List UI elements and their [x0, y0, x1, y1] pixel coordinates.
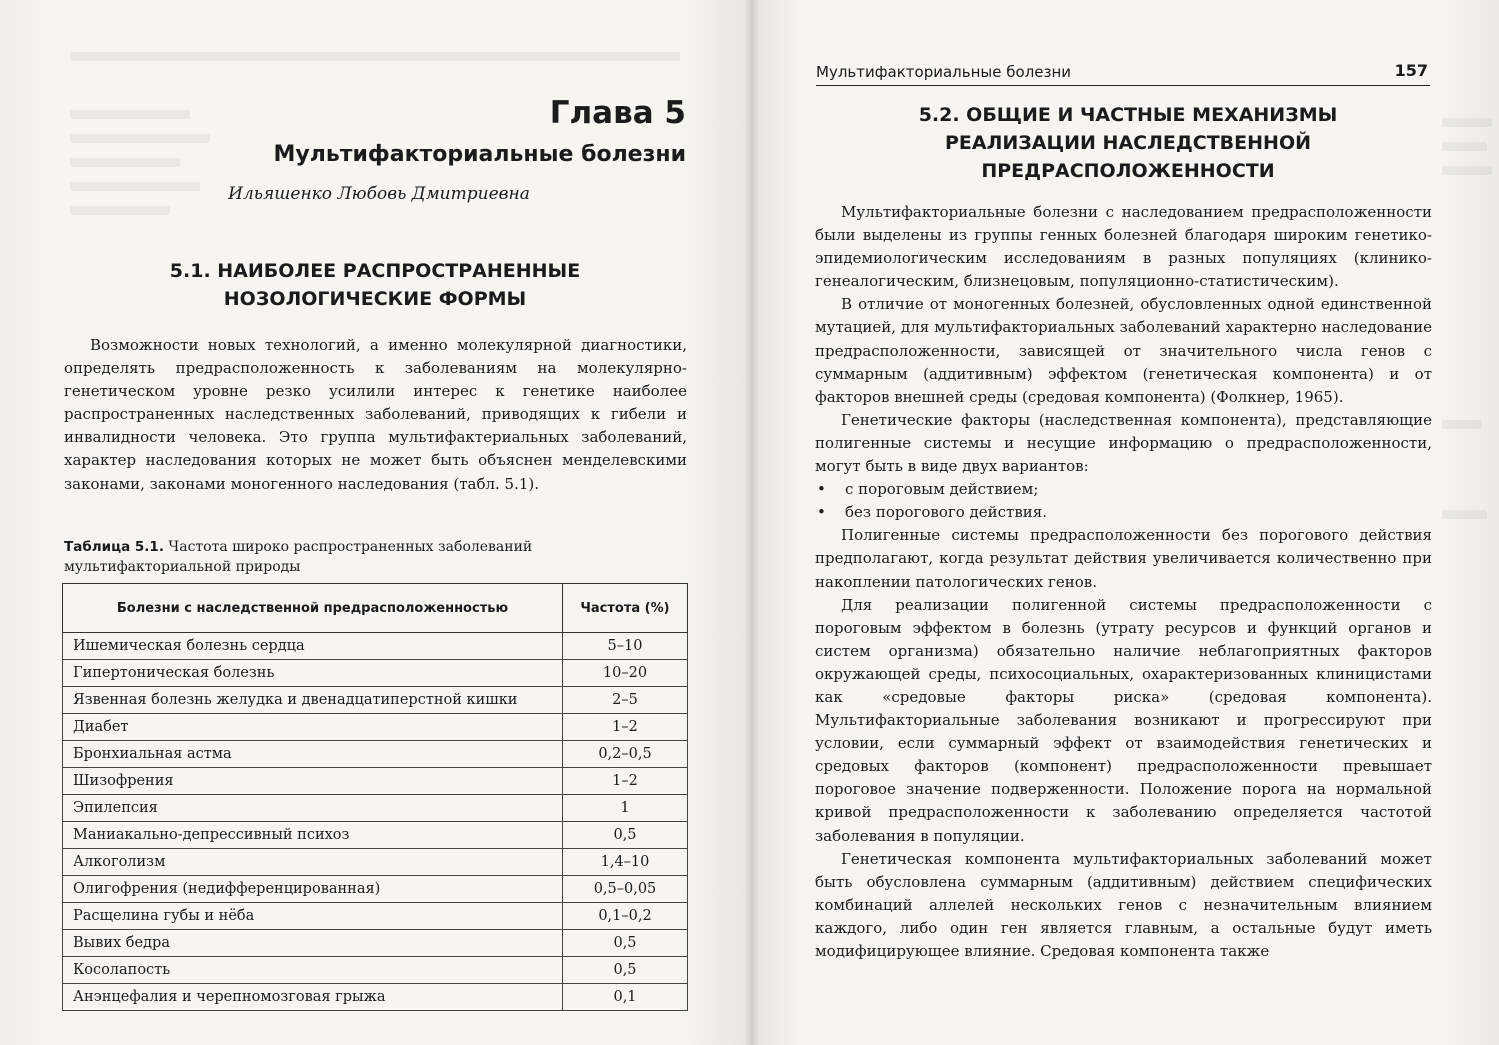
- table-header-row: [63, 584, 688, 633]
- frequency-cell: 10–20: [563, 660, 688, 687]
- show-through: [1442, 420, 1482, 429]
- paragraph: Генетическая компонента мультифакториальных заболеваний может быть обусловлена суммарным (аддитивным) действием специфических комбинаций аллелей нескольких генов с незначительным влиянием каждого, либо один ген является главным, а остальные будут иметь модифицирующее влияние. Средовая компонента также: [815, 849, 1432, 960]
- disease-cell: Маниакально-депрессивный психоз: [63, 822, 563, 849]
- paragraph: Для реализации полигенной системы предрасположенности с пороговым эффектом в болезнь (утрату ресурсов и функций органов и систем организма) обязательно наличие неблагоприятных факторов окружающей среды, психосоциальных, охарактеризованных клиницистами как «средовые факторы риска» (средовая компонента). Мультифакториальные заболевания возникают и прогрессируют при условии, если суммарный эффект от взаимодействия генетических и средовых факторов (компонент) предрасположенности превышает пороговое значение подверженности. Положение порога на нормальной кривой предрасположенности к заболеванию определяется частотой заболевания в популяции.: [815, 595, 1432, 845]
- frequency-cell: 1,4–10: [563, 849, 688, 876]
- table-caption-text: Частота широко распространенных заболеваний мультифакториальной природы: [64, 539, 533, 575]
- show-through: [1442, 166, 1492, 175]
- frequency-cell: 0,2–0,5: [563, 741, 688, 768]
- paragraph: Возможности новых технологий, а именно молекулярной диагностики, определять предрасположенность к заболеваниям на молекулярно-генетическом уровне резко усилили интерес к генетике наиболее распространенных наследственных заболеваний, приводящих к гибели и инвалидности человека. Это группа мультифактериальных заболеваний, характер наследования которых не может быть объяснен менделевскими законами, законами моногенного наследования (табл. 5.1).: [64, 336, 687, 493]
- table-caption: [64, 537, 604, 577]
- show-through: [70, 110, 190, 119]
- disease-cell: Расщелина губы и нёба: [63, 903, 563, 930]
- column-header-disease: Болезни с наследственной предрасположенностью: [63, 584, 563, 633]
- section-heading-line: 5.1. НАИБОЛЕЕ РАСПРОСТРАНЕННЫЕ: [169, 260, 581, 282]
- paragraph: Генетические факторы (наследственная компонента), представляющие полигенные системы и несущие информацию о предрасположенности, могут быть в виде двух вариантов:: [815, 410, 1432, 476]
- column-header-frequency: Частота (%): [563, 584, 688, 633]
- show-through: [1442, 142, 1487, 151]
- table-row: [63, 795, 688, 822]
- section-heading-line: ПРЕДРАСПОЛОЖЕННОСТИ: [981, 160, 1275, 182]
- frequency-table: [62, 583, 688, 1011]
- frequency-cell: 1–2: [563, 714, 688, 741]
- disease-cell: Анэнцефалия и черепномозговая грыжа: [63, 984, 563, 1011]
- section-heading-5-1: [60, 257, 690, 313]
- section-body: [815, 201, 1432, 963]
- table-row: [63, 957, 688, 984]
- show-through: [70, 134, 210, 143]
- frequency-cell: 0,5–0,05: [563, 876, 688, 903]
- show-through: [70, 158, 180, 167]
- table-row: [63, 660, 688, 687]
- section-heading-line: РЕАЛИЗАЦИИ НАСЛЕДСТВЕННОЙ: [945, 132, 1311, 154]
- list-item: • без порогового действия.: [815, 501, 1432, 524]
- disease-cell: Эпилепсия: [63, 795, 563, 822]
- section-heading-5-2: [872, 101, 1384, 185]
- table-row: [63, 822, 688, 849]
- disease-cell: Диабет: [63, 714, 563, 741]
- disease-cell: Вывих бедра: [63, 930, 563, 957]
- paragraph: В отличие от моногенных болезней, обусловленных одной единственной мутацией, для мультифакториальных заболеваний характерно наследование предрасположенности, зависящей от значительного числа генов с суммарным (аддитивным) эффектом (генетическая компонента) и от факторов внешней среды (средовая компонента) (Фолкнер, 1965).: [815, 295, 1432, 406]
- running-title: Мультифакториальные болезни: [816, 63, 1072, 81]
- frequency-cell: 0,5: [563, 822, 688, 849]
- author-name: Ильяшенко Любовь Дмитриевна: [228, 184, 530, 204]
- right-page: [752, 0, 1499, 1045]
- table-row: [63, 876, 688, 903]
- show-through: [70, 206, 170, 215]
- disease-cell: Бронхиальная астма: [63, 741, 563, 768]
- table-caption-label: Таблица 5.1.: [64, 539, 164, 555]
- page-number: 157: [1394, 61, 1428, 80]
- disease-cell: Ишемическая болезнь сердца: [63, 633, 563, 660]
- chapter-title: Мультифакториальные болезни: [273, 142, 686, 167]
- table-row: [63, 741, 688, 768]
- frequency-cell: 0,1: [563, 984, 688, 1011]
- disease-cell: Шизофрения: [63, 768, 563, 795]
- frequency-cell: 2–5: [563, 687, 688, 714]
- table-row: [63, 849, 688, 876]
- disease-cell: Гипертоническая болезнь: [63, 660, 563, 687]
- disease-cell: Косолапость: [63, 957, 563, 984]
- table-row: [63, 633, 688, 660]
- disease-cell: Олигофрения (недифференцированная): [63, 876, 563, 903]
- section-heading-line: 5.2. ОБЩИЕ И ЧАСТНЫЕ МЕХАНИЗМЫ: [918, 104, 1338, 126]
- section-heading-line: НОЗОЛОГИЧЕСКИЕ ФОРМЫ: [223, 288, 527, 310]
- disease-cell: Алкоголизм: [63, 849, 563, 876]
- table-row: [63, 768, 688, 795]
- running-header: [816, 61, 1430, 86]
- list-item: • с пороговым действием;: [815, 478, 1432, 501]
- table-row: [63, 984, 688, 1011]
- table-row: [63, 714, 688, 741]
- frequency-cell: 1: [563, 795, 688, 822]
- frequency-cell: 0,5: [563, 957, 688, 984]
- variant-list: [815, 478, 1432, 524]
- book-gutter: [744, 0, 760, 1045]
- disease-cell: Язвенная болезнь желудка и двенадцатиперстной кишки: [63, 687, 563, 714]
- paragraph: Мультифакториальные болезни с наследованием предрасположенности были выделены из группы генных болезней благодаря широким генетико-эпидемиологическим исследованиям в разных популяциях (клинико-генеалогическим, близнецовым, популяционно-статистическим).: [815, 203, 1432, 291]
- frequency-cell: 0,1–0,2: [563, 903, 688, 930]
- show-through: [1442, 510, 1487, 519]
- intro-paragraph: [64, 334, 687, 496]
- paragraph: Полигенные системы предрасположенности без порогового действия предполагают, когда результат действия увеличивается количественно при накоплении патологических генов.: [815, 526, 1432, 591]
- frequency-cell: 0,5: [563, 930, 688, 957]
- table-row: [63, 903, 688, 930]
- frequency-cell: 1–2: [563, 768, 688, 795]
- show-through: [70, 52, 680, 61]
- table-row: [63, 930, 688, 957]
- table-row: [63, 687, 688, 714]
- frequency-cell: 5–10: [563, 633, 688, 660]
- show-through: [1442, 118, 1492, 127]
- chapter-number: Глава 5: [549, 95, 686, 131]
